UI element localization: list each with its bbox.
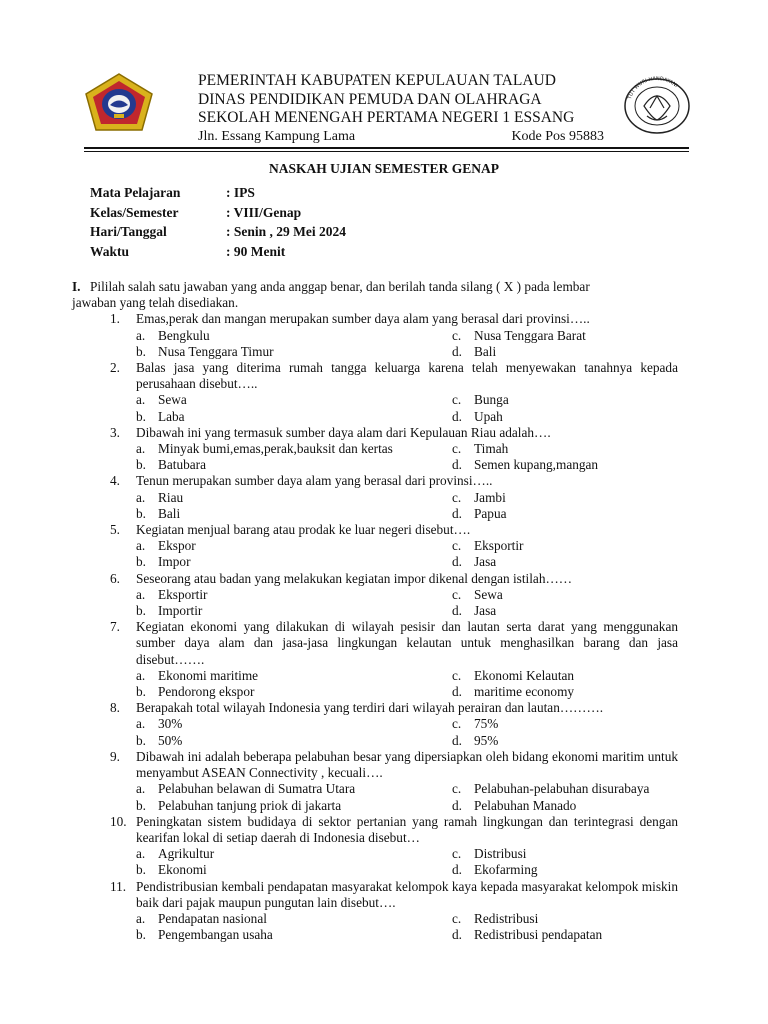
question-row (72, 879, 678, 911)
info-value: : Senin , 29 Mei 2024 (226, 224, 346, 239)
option-letter: b. (136, 603, 146, 619)
option-c[interactable] (452, 911, 538, 927)
option-c-text: Timah (474, 441, 509, 457)
option-letter: b. (136, 927, 146, 943)
option-letter: a. (136, 392, 146, 408)
option-b[interactable] (136, 684, 452, 700)
info-label: Waktu (90, 243, 130, 259)
school-address: Jln. Essang Kampung Lama (198, 128, 356, 144)
question-row (72, 814, 678, 846)
question-row (72, 425, 678, 441)
option-c[interactable] (452, 587, 503, 603)
question-text: Kegiatan ekonomi yang dilakukan di wilayah pesisir dan lautan serta darat yang menggunakan sumber daya alam dan jasa-jasa lingkungan kelautan untuk menghasilkan barang dan jasa disebut……. (136, 619, 678, 667)
option-c-text: Distribusi (474, 846, 527, 862)
option-c-text: 75% (474, 716, 499, 732)
header-rule-thin (84, 151, 689, 152)
answer-options (72, 587, 678, 619)
option-letter: d. (452, 862, 462, 878)
option-c-text: Ekonomi Kelautan (474, 667, 575, 683)
option-row (136, 344, 678, 360)
question-item (72, 360, 678, 425)
info-label: Hari/Tanggal (90, 224, 167, 239)
option-row (136, 798, 678, 814)
question-number: 7. (110, 619, 120, 635)
option-letter: d. (452, 343, 462, 359)
option-letter: b. (136, 343, 146, 359)
info-value: : VIII/Genap (226, 204, 302, 220)
option-letter: b. (136, 408, 146, 424)
option-b-text: Impor (158, 554, 191, 570)
question-number: 6. (110, 570, 120, 586)
info-row (90, 242, 346, 262)
question-text: Peningkatan sistem budidaya di sektor pertanian yang ramah lingkungan dan terintegrasi dengan kearifan lokal di setiap daerah di Indonesia disebut… (136, 813, 678, 845)
option-letter: b. (136, 554, 146, 570)
option-c[interactable] (452, 538, 524, 554)
option-d-text: Jasa (474, 603, 497, 619)
option-c-text: Redistribusi (474, 910, 539, 926)
option-letter: a. (136, 327, 146, 343)
option-c[interactable] (452, 490, 506, 506)
question-row (72, 360, 678, 392)
option-c-text: Jambi (474, 489, 506, 505)
option-row (136, 506, 678, 522)
instruction-text-2: jawaban yang telah disediakan. (72, 295, 239, 311)
option-a-text: Pendapatan nasional (158, 910, 267, 926)
question-item (72, 700, 678, 749)
option-row (136, 927, 678, 943)
option-c-text: Bunga (474, 392, 509, 408)
option-c[interactable] (452, 781, 649, 797)
option-d[interactable] (452, 684, 574, 700)
option-d-text: maritime economy (474, 684, 575, 700)
question-number: 5. (110, 522, 120, 538)
option-row (136, 587, 678, 603)
option-a[interactable] (136, 668, 452, 684)
answer-options (72, 441, 678, 473)
info-label: Mata Pelajaran (90, 185, 181, 200)
option-b[interactable] (136, 862, 452, 878)
option-b[interactable] (136, 506, 452, 522)
option-letter: b. (136, 684, 146, 700)
option-b-text: Pendorong ekspor (158, 684, 255, 700)
option-row (136, 554, 678, 570)
option-row (136, 409, 678, 425)
option-row (136, 733, 678, 749)
question-text: Seseorang atau badan yang melakukan kegiatan impor dikenal dengan istilah…… (136, 570, 573, 586)
option-letter: b. (136, 862, 146, 878)
option-a-text: Eksportir (158, 586, 208, 602)
option-b[interactable] (136, 344, 452, 360)
option-letter: d. (452, 927, 462, 943)
option-a-text: Minyak bumi,emas,perak,bauksit dan kertas (158, 441, 393, 457)
option-c[interactable] (452, 668, 574, 684)
option-b[interactable] (136, 554, 452, 570)
letterhead (198, 72, 618, 146)
option-d-text: Semen kupang,mangan (474, 457, 599, 473)
option-letter: a. (136, 489, 146, 505)
question-text: Balas jasa yang diterima rumah tangga keluarga karena telah menyewakan tanahnya kepada perusahaan disebut….. (136, 360, 678, 392)
option-c-text: Nusa Tenggara Barat (474, 327, 586, 343)
option-b-text: Ekonomi (158, 862, 207, 878)
option-letter: d. (452, 505, 462, 521)
option-d-text: 95% (474, 732, 499, 748)
section-multiple-choice (72, 279, 678, 943)
answer-options (72, 781, 678, 813)
option-a[interactable] (136, 911, 452, 927)
info-row (90, 203, 346, 223)
option-b[interactable] (136, 927, 452, 943)
option-d[interactable] (452, 409, 503, 425)
question-item (72, 749, 678, 814)
letterhead-line-1: PEMERINTAH KABUPATEN KEPULAUAN TALAUD (198, 72, 556, 89)
option-letter: a. (136, 846, 146, 862)
option-a[interactable] (136, 441, 452, 457)
option-letter: c. (452, 327, 462, 343)
option-a-text: Agrikultur (158, 846, 215, 862)
option-a-text: Riau (158, 489, 184, 505)
option-letter: b. (136, 457, 146, 473)
info-label: Kelas/Semester (90, 204, 179, 220)
option-row (136, 328, 678, 344)
option-a-text: Ekonomi maritime (158, 667, 259, 683)
question-item (72, 814, 678, 879)
option-row (136, 538, 678, 554)
option-a[interactable] (136, 587, 452, 603)
answer-options (72, 911, 678, 943)
option-letter: d. (452, 554, 462, 570)
option-b-text: Pengembangan usaha (158, 927, 273, 943)
info-value: : 90 Menit (226, 243, 286, 259)
tut-wuri-handayani-logo-icon (622, 76, 692, 134)
option-b-text: Pelabuhan tanjung priok di jakarta (158, 797, 342, 813)
option-letter: c. (452, 538, 462, 554)
option-c[interactable] (452, 716, 498, 732)
option-b-text: Bali (158, 505, 181, 521)
option-d[interactable] (452, 927, 602, 943)
option-row (136, 392, 678, 408)
option-row (136, 716, 678, 732)
option-letter: c. (452, 846, 462, 862)
option-row (136, 684, 678, 700)
option-letter: c. (452, 586, 462, 602)
option-letter: b. (136, 732, 146, 748)
instruction-text-1: Pililah salah satu jawaban yang anda anggap benar, dan berilah tanda silang ( X ) pada lembar (90, 279, 590, 294)
option-letter: a. (136, 667, 146, 683)
question-item (72, 473, 678, 522)
option-c[interactable] (452, 328, 586, 344)
option-b[interactable] (136, 798, 452, 814)
question-text: Dibawah ini yang termasuk sumber daya alam dari Kepulauan Riau adalah…. (136, 424, 551, 440)
answer-options (72, 392, 678, 424)
question-text: Dibawah ini adalah beberapa pelabuhan besar yang dipersiapkan oleh bidang ekonomi maritim untuk menyambut ASEAN Connectivity , kecuali…. (136, 748, 678, 781)
option-d[interactable] (452, 603, 496, 619)
answer-options (72, 716, 678, 748)
question-text: Kegiatan menjual barang atau prodak ke luar negeri disebut…. (136, 522, 471, 538)
option-b[interactable] (136, 457, 452, 473)
question-number: 10. (110, 813, 127, 829)
option-d[interactable] (452, 733, 498, 749)
question-item (72, 522, 678, 571)
option-letter: d. (452, 732, 462, 748)
question-item (72, 311, 678, 360)
option-a-text: Ekspor (158, 538, 196, 554)
option-b-text: Nusa Tenggara Timur (158, 343, 274, 359)
question-item (72, 425, 678, 474)
option-letter: a. (136, 910, 146, 926)
exam-title: NASKAH UJIAN SEMESTER GENAP (269, 161, 499, 176)
option-row (136, 457, 678, 473)
question-row (72, 473, 678, 489)
option-b[interactable] (136, 733, 452, 749)
option-row (136, 862, 678, 878)
question-list (72, 311, 678, 943)
question-text: Berapakah total wilayah Indonesia yang terdiri dari wilayah perairan dan lautan………. (136, 700, 604, 716)
option-b-text: Batubara (158, 457, 206, 473)
answer-options (72, 846, 678, 878)
option-letter: c. (452, 667, 462, 683)
option-letter: c. (452, 781, 462, 797)
option-letter: d. (452, 797, 462, 813)
section-number: I. (72, 279, 81, 294)
question-text: Tenun merupakan sumber daya alam yang berasal dari provinsi….. (136, 473, 493, 489)
question-row (72, 700, 678, 716)
option-a[interactable] (136, 328, 452, 344)
option-a-text: Sewa (158, 392, 187, 408)
option-d[interactable] (452, 457, 598, 473)
letterhead-address-row (198, 128, 604, 147)
option-a-text: Bengkulu (158, 327, 210, 343)
header-rule-thick (84, 147, 689, 149)
option-d[interactable] (452, 506, 507, 522)
option-c-text: Sewa (474, 586, 503, 602)
option-a-text: 30% (158, 716, 183, 732)
option-b[interactable] (136, 603, 452, 619)
option-d[interactable] (452, 344, 496, 360)
answer-options (72, 490, 678, 522)
option-d[interactable] (452, 862, 538, 878)
option-letter: d. (452, 684, 462, 700)
option-b-text: Importir (158, 603, 203, 619)
answer-options (72, 328, 678, 360)
question-row (72, 311, 678, 327)
info-row (90, 183, 346, 203)
option-d-text: Upah (474, 408, 503, 424)
option-letter: a. (136, 586, 146, 602)
option-letter: c. (452, 441, 462, 457)
option-letter: d. (452, 457, 462, 473)
option-row (136, 781, 678, 797)
logo-right-text: TUT WURI HANDAYANI (627, 76, 679, 101)
option-c-text: Eksportir (474, 538, 524, 554)
option-letter: a. (136, 441, 146, 457)
option-letter: a. (136, 538, 146, 554)
option-a-text: Pelabuhan belawan di Sumatra Utara (158, 781, 356, 797)
instruction (72, 279, 678, 295)
option-a[interactable] (136, 392, 452, 408)
option-letter: a. (136, 781, 146, 797)
answer-options (72, 668, 678, 700)
answer-options (72, 538, 678, 570)
option-a[interactable] (136, 781, 452, 797)
question-number: 3. (110, 424, 120, 440)
question-number: 1. (110, 311, 120, 327)
option-a[interactable] (136, 716, 452, 732)
option-letter: c. (452, 716, 462, 732)
option-d-text: Papua (474, 505, 507, 521)
option-row (136, 911, 678, 927)
option-letter: d. (452, 603, 462, 619)
option-letter: d. (452, 408, 462, 424)
option-letter: c. (452, 489, 462, 505)
option-letter: b. (136, 505, 146, 521)
info-row (90, 222, 346, 242)
question-item (72, 879, 678, 944)
option-a[interactable] (136, 490, 452, 506)
option-a[interactable] (136, 538, 452, 554)
option-b-text: 50% (158, 732, 183, 748)
option-d[interactable] (452, 554, 496, 570)
option-row (136, 490, 678, 506)
option-letter: a. (136, 716, 146, 732)
letterhead-line-3: SEKOLAH MENENGAH PERTAMA NEGERI 1 ESSANG (198, 109, 575, 126)
exam-info (90, 183, 346, 261)
question-item (72, 571, 678, 620)
option-row (136, 668, 678, 684)
question-row (72, 749, 678, 781)
option-d-text: Bali (474, 343, 497, 359)
regency-emblem-icon (84, 72, 154, 132)
option-d-text: Ekofarming (474, 862, 538, 878)
question-text: Pendistribusian kembali pendapatan masyarakat kelompok kaya kepada masyarakat kelompok miskin baik dari pajak maupun pungutan lain disebut…. (136, 878, 678, 910)
question-row (72, 522, 678, 538)
option-d-text: Pelabuhan Manado (474, 797, 577, 813)
question-item (72, 619, 678, 700)
info-value: : IPS (226, 185, 255, 200)
question-text: Emas,perak dan mangan merupakan sumber daya alam yang berasal dari provinsi….. (136, 311, 590, 327)
postal-code: Kode Pos 95883 (511, 128, 604, 144)
question-number: 4. (110, 473, 120, 489)
option-c[interactable] (452, 846, 526, 862)
question-number: 9. (110, 748, 120, 764)
question-number: 2. (110, 360, 120, 376)
option-b[interactable] (136, 409, 452, 425)
option-row (136, 846, 678, 862)
option-row (136, 603, 678, 619)
option-b-text: Laba (158, 408, 185, 424)
question-row (72, 571, 678, 587)
option-a[interactable] (136, 846, 452, 862)
option-d-text: Jasa (474, 554, 497, 570)
question-row (72, 619, 678, 668)
option-c-text: Pelabuhan-pelabuhan disurabaya (474, 781, 650, 797)
option-c[interactable] (452, 392, 509, 408)
letterhead-line-2: DINAS PENDIDIKAN PEMUDA DAN OLAHRAGA (198, 90, 542, 108)
option-letter: c. (452, 392, 462, 408)
option-d[interactable] (452, 798, 576, 814)
option-letter: b. (136, 797, 146, 813)
option-d-text: Redistribusi pendapatan (474, 927, 603, 943)
question-number: 8. (110, 700, 120, 716)
option-c[interactable] (452, 441, 508, 457)
question-number: 11. (110, 878, 127, 894)
option-letter: c. (452, 910, 462, 926)
option-row (136, 441, 678, 457)
